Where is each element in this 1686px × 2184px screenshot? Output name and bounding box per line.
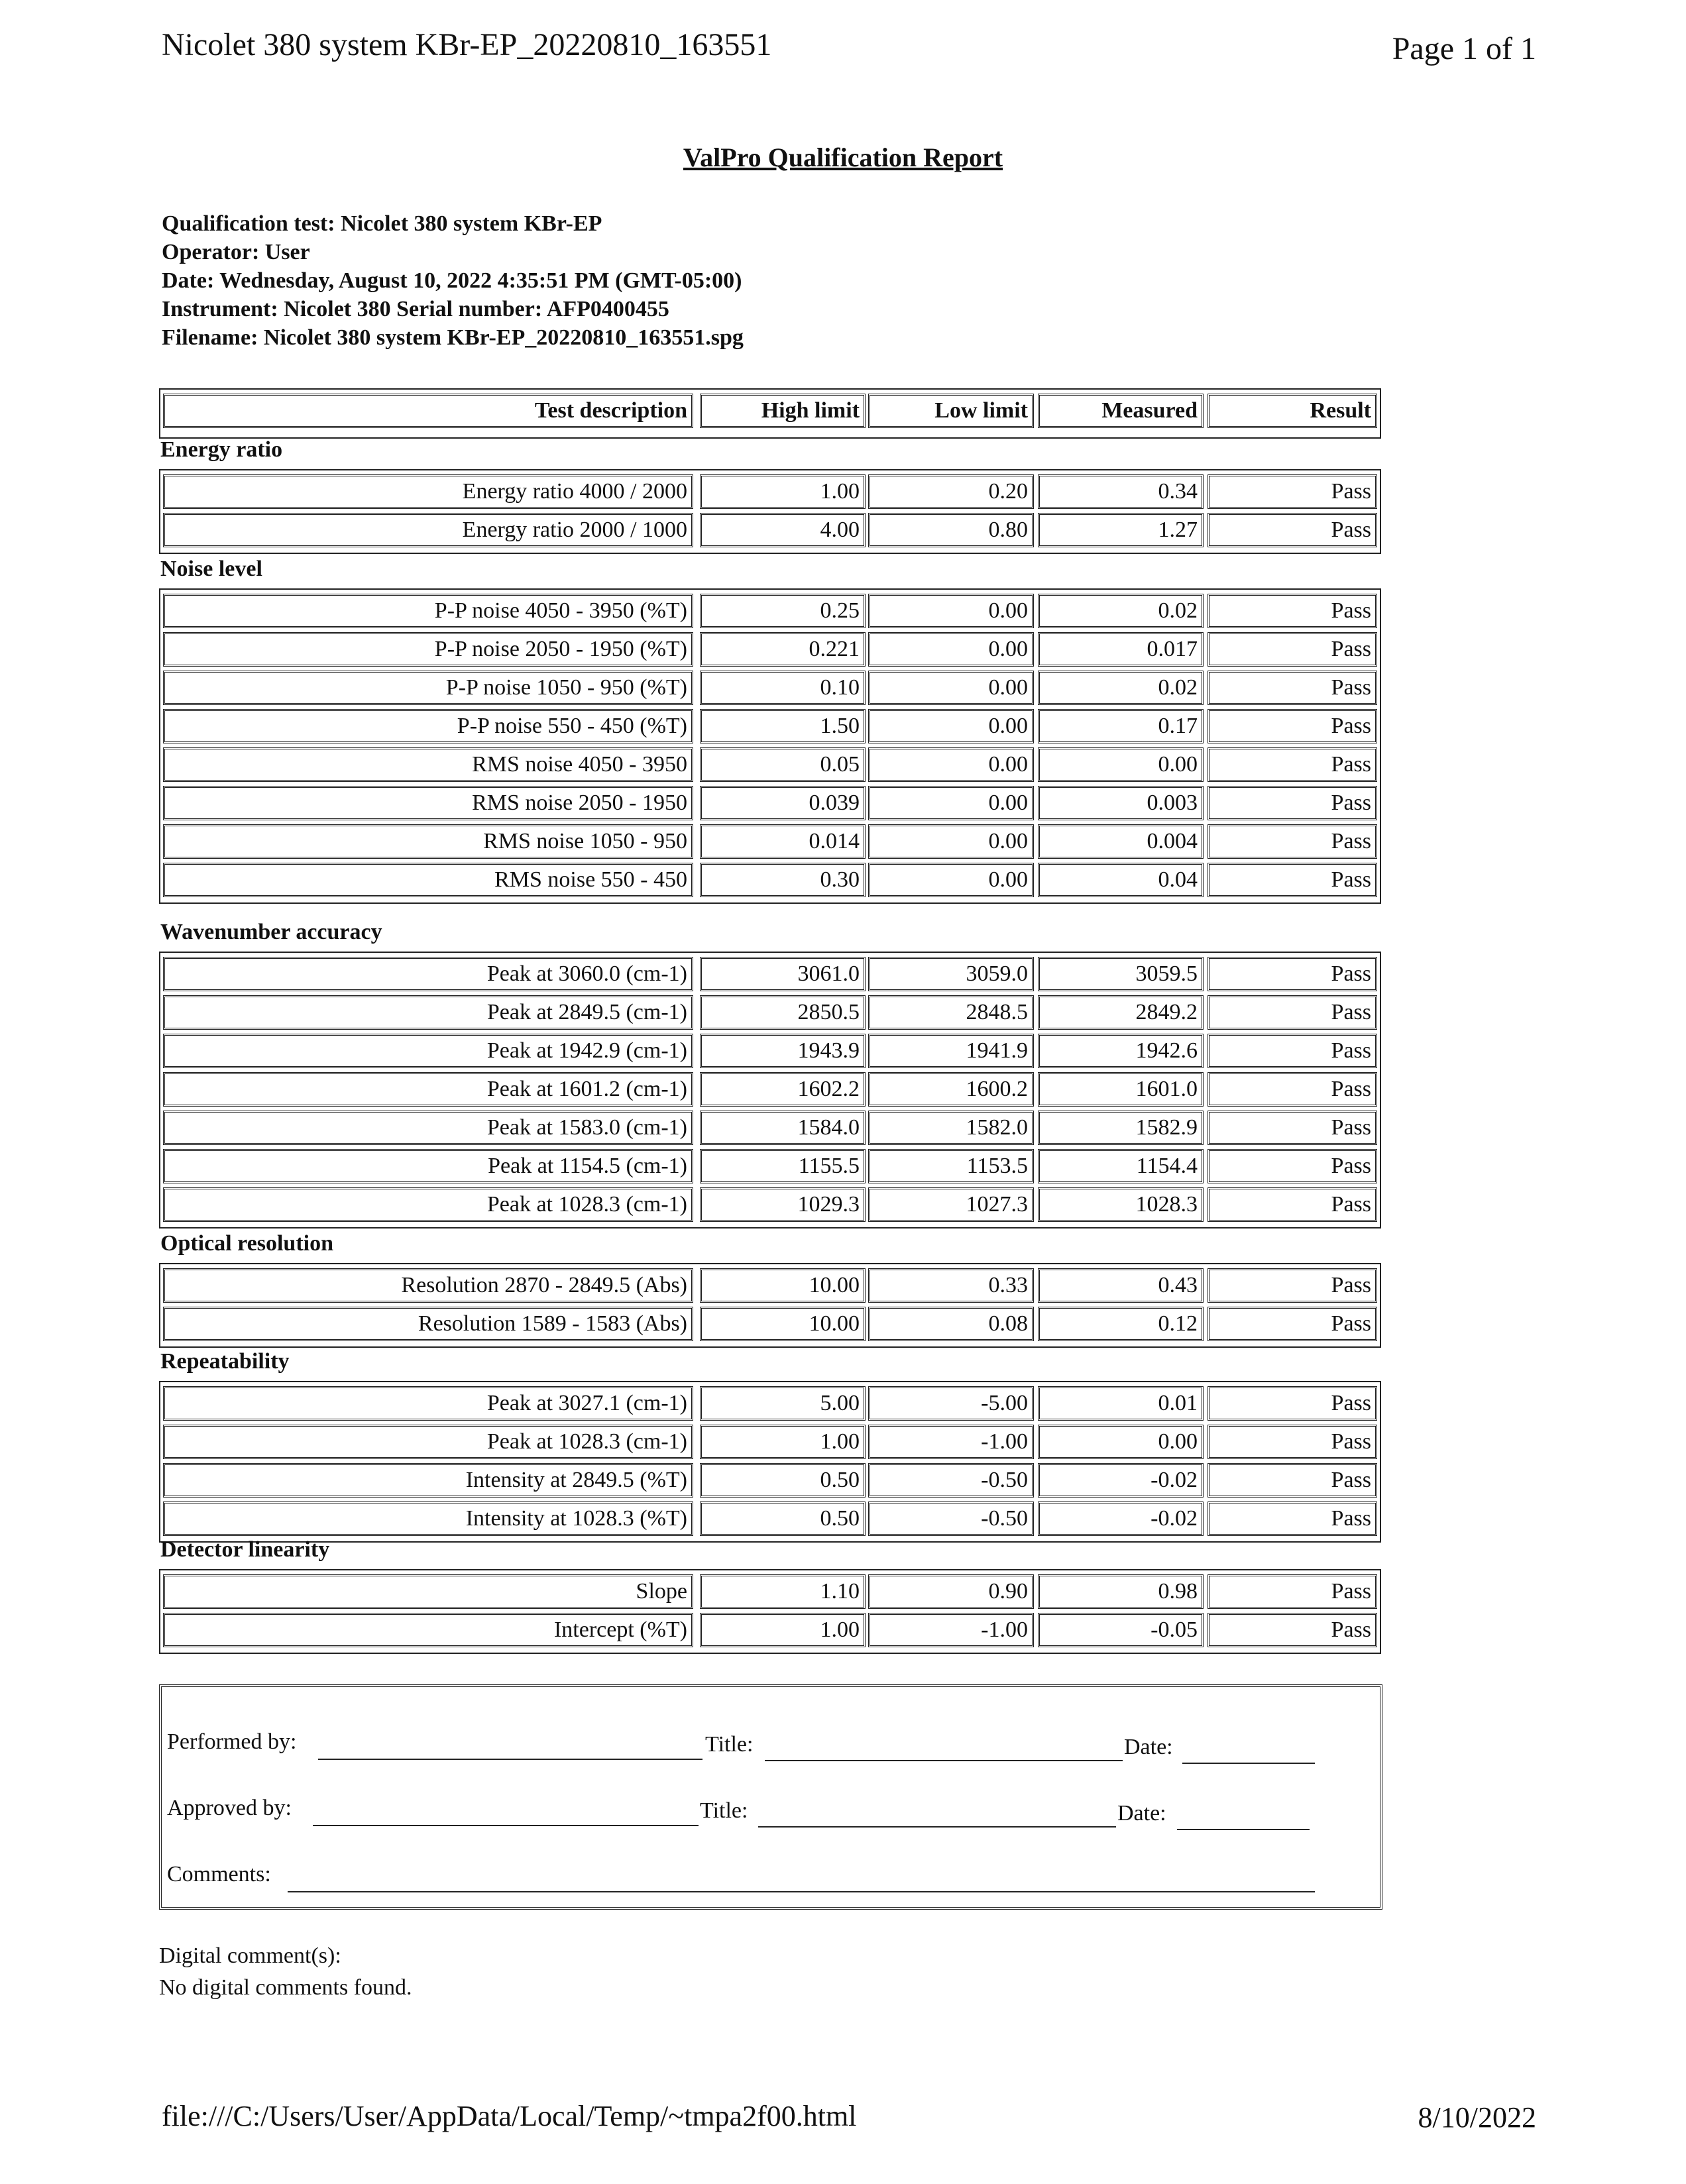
measured-cell: 0.12	[1038, 1307, 1204, 1341]
high-limit-cell: 4.00	[700, 513, 866, 547]
test-description-cell: Peak at 1601.2 (cm-1)	[163, 1072, 693, 1107]
section-title: Noise level	[160, 557, 262, 581]
approved-title-line[interactable]	[758, 1826, 1116, 1828]
result-cell: Pass	[1208, 513, 1377, 547]
high-limit-cell: 0.039	[700, 786, 866, 820]
result-cell: Pass	[1208, 1502, 1377, 1536]
header-low-limit: Low limit	[868, 394, 1034, 428]
footer-date: 8/10/2022	[1418, 2101, 1536, 2134]
test-description-cell: Intensity at 1028.3 (%T)	[163, 1502, 693, 1536]
approved-by-line[interactable]	[313, 1825, 699, 1826]
qualification-test: Qualification test: Nicolet 380 system KBr-EP	[162, 211, 602, 236]
test-description-cell: P-P noise 2050 - 1950 (%T)	[163, 632, 693, 667]
result-cell: Pass	[1208, 1268, 1377, 1303]
measured-cell: 0.017	[1038, 632, 1204, 667]
low-limit-cell: 0.20	[868, 474, 1034, 509]
measured-cell: 0.17	[1038, 709, 1204, 743]
measured-cell: -0.05	[1038, 1613, 1204, 1647]
low-limit-cell: 1600.2	[868, 1072, 1034, 1107]
test-description-cell: Resolution 1589 - 1583 (Abs)	[163, 1307, 693, 1341]
result-cell: Pass	[1208, 1111, 1377, 1145]
test-description-cell: RMS noise 4050 - 3950	[163, 747, 693, 782]
result-cell: Pass	[1208, 1386, 1377, 1421]
high-limit-cell: 1.50	[700, 709, 866, 743]
low-limit-cell: -0.50	[868, 1502, 1034, 1536]
low-limit-cell: 2848.5	[868, 995, 1034, 1030]
document-title: Nicolet 380 system KBr-EP_20220810_163551	[162, 27, 772, 62]
high-limit-cell: 1.10	[700, 1574, 866, 1609]
measured-cell: 0.003	[1038, 786, 1204, 820]
low-limit-cell: 1941.9	[868, 1034, 1034, 1068]
high-limit-cell: 5.00	[700, 1386, 866, 1421]
approved-title-label: Title:	[700, 1798, 748, 1823]
section-title: Wavenumber accuracy	[160, 920, 382, 944]
high-limit-cell: 10.00	[700, 1307, 866, 1341]
high-limit-cell: 0.05	[700, 747, 866, 782]
digital-comments-label: Digital comment(s):	[159, 1943, 341, 1968]
low-limit-cell: 1027.3	[868, 1187, 1034, 1222]
test-description-cell: Peak at 1942.9 (cm-1)	[163, 1034, 693, 1068]
comments-label: Comments:	[167, 1862, 271, 1886]
test-description-cell: Peak at 1028.3 (cm-1)	[163, 1187, 693, 1222]
result-cell: Pass	[1208, 1149, 1377, 1183]
low-limit-cell: 0.90	[868, 1574, 1034, 1609]
result-cell: Pass	[1208, 1425, 1377, 1459]
measured-cell: 0.98	[1038, 1574, 1204, 1609]
performed-date-line[interactable]	[1182, 1763, 1315, 1764]
section-title: Detector linearity	[160, 1537, 330, 1562]
test-description-cell: Peak at 1154.5 (cm-1)	[163, 1149, 693, 1183]
low-limit-cell: 0.08	[868, 1307, 1034, 1341]
low-limit-cell: 0.00	[868, 671, 1034, 705]
result-cell: Pass	[1208, 1034, 1377, 1068]
header-result: Result	[1208, 394, 1377, 428]
result-cell: Pass	[1208, 594, 1377, 628]
digital-comments	[159, 1940, 412, 2004]
test-description-cell: Intercept (%T)	[163, 1613, 693, 1647]
measured-cell: 0.02	[1038, 594, 1204, 628]
high-limit-cell: 1.00	[700, 1425, 866, 1459]
low-limit-cell: 1582.0	[868, 1111, 1034, 1145]
performed-date-label: Date:	[1124, 1735, 1173, 1759]
result-cell: Pass	[1208, 474, 1377, 509]
low-limit-cell: 0.80	[868, 513, 1034, 547]
test-description-cell: Energy ratio 2000 / 1000	[163, 513, 693, 547]
result-cell: Pass	[1208, 957, 1377, 991]
high-limit-cell: 0.014	[700, 824, 866, 859]
result-cell: Pass	[1208, 632, 1377, 667]
high-limit-cell: 1.00	[700, 474, 866, 509]
test-description-cell: Resolution 2870 - 2849.5 (Abs)	[163, 1268, 693, 1303]
test-description-cell: Peak at 2849.5 (cm-1)	[163, 995, 693, 1030]
measured-cell: 0.004	[1038, 824, 1204, 859]
performed-title-line[interactable]	[765, 1760, 1123, 1761]
measured-cell: 0.02	[1038, 671, 1204, 705]
high-limit-cell: 1584.0	[700, 1111, 866, 1145]
measured-cell: 0.00	[1038, 747, 1204, 782]
high-limit-cell: 3061.0	[700, 957, 866, 991]
section-title: Repeatability	[160, 1349, 290, 1374]
high-limit-cell: 1943.9	[700, 1034, 866, 1068]
low-limit-cell: -5.00	[868, 1386, 1034, 1421]
low-limit-cell: 0.00	[868, 594, 1034, 628]
test-description-cell: P-P noise 4050 - 3950 (%T)	[163, 594, 693, 628]
measured-cell: -0.02	[1038, 1463, 1204, 1498]
measured-cell: -0.02	[1038, 1502, 1204, 1536]
low-limit-cell: 0.00	[868, 786, 1034, 820]
result-cell: Pass	[1208, 824, 1377, 859]
footer-file-path: file:///C:/Users/User/AppData/Local/Temp/~tmpa2f00.html	[162, 2100, 857, 2132]
result-cell: Pass	[1208, 1187, 1377, 1222]
measured-cell: 0.34	[1038, 474, 1204, 509]
test-description-cell: Peak at 1583.0 (cm-1)	[163, 1111, 693, 1145]
result-cell: Pass	[1208, 863, 1377, 897]
high-limit-cell: 0.30	[700, 863, 866, 897]
high-limit-cell: 1.00	[700, 1613, 866, 1647]
section-title: Optical resolution	[160, 1231, 333, 1256]
high-limit-cell: 1155.5	[700, 1149, 866, 1183]
measured-cell: 0.00	[1038, 1425, 1204, 1459]
filename: Filename: Nicolet 380 system KBr-EP_20220810_163551.spg	[162, 325, 744, 350]
approved-by-label: Approved by:	[167, 1796, 292, 1820]
result-cell: Pass	[1208, 1307, 1377, 1341]
test-description-cell: RMS noise 550 - 450	[163, 863, 693, 897]
low-limit-cell: 1153.5	[868, 1149, 1034, 1183]
high-limit-cell: 0.50	[700, 1463, 866, 1498]
low-limit-cell: 0.00	[868, 824, 1034, 859]
measured-cell: 1.27	[1038, 513, 1204, 547]
low-limit-cell: 0.00	[868, 709, 1034, 743]
low-limit-cell: 0.00	[868, 863, 1034, 897]
high-limit-cell: 1602.2	[700, 1072, 866, 1107]
result-cell: Pass	[1208, 1613, 1377, 1647]
measured-cell: 1154.4	[1038, 1149, 1204, 1183]
high-limit-cell: 0.10	[700, 671, 866, 705]
test-description-cell: RMS noise 2050 - 1950	[163, 786, 693, 820]
result-cell: Pass	[1208, 1072, 1377, 1107]
low-limit-cell: -1.00	[868, 1613, 1034, 1647]
digital-comments-text: No digital comments found.	[159, 1975, 412, 2000]
test-description-cell: P-P noise 550 - 450 (%T)	[163, 709, 693, 743]
instrument: Instrument: Nicolet 380 Serial number: AFP0400455	[162, 297, 669, 321]
result-cell: Pass	[1208, 747, 1377, 782]
header-test-description: Test description	[163, 394, 693, 428]
result-cell: Pass	[1208, 786, 1377, 820]
high-limit-cell: 2850.5	[700, 995, 866, 1030]
low-limit-cell: 3059.0	[868, 957, 1034, 991]
comments-line[interactable]	[288, 1891, 1315, 1892]
page-number: Page 1 of 1	[1392, 31, 1536, 66]
measured-cell: 1942.6	[1038, 1034, 1204, 1068]
measured-cell: 1601.0	[1038, 1072, 1204, 1107]
result-cell: Pass	[1208, 709, 1377, 743]
measured-cell: 0.43	[1038, 1268, 1204, 1303]
high-limit-cell: 10.00	[700, 1268, 866, 1303]
approved-date-line[interactable]	[1177, 1829, 1310, 1830]
measured-cell: 1582.9	[1038, 1111, 1204, 1145]
test-description-cell: Intensity at 2849.5 (%T)	[163, 1463, 693, 1498]
report-date: Date: Wednesday, August 10, 2022 4:35:51 PM (GMT-05:00)	[162, 268, 742, 293]
low-limit-cell: 0.00	[868, 747, 1034, 782]
test-description-cell: RMS noise 1050 - 950	[163, 824, 693, 859]
test-description-cell: Peak at 1028.3 (cm-1)	[163, 1425, 693, 1459]
result-cell: Pass	[1208, 1574, 1377, 1609]
low-limit-cell: -1.00	[868, 1425, 1034, 1459]
high-limit-cell: 0.221	[700, 632, 866, 667]
measured-cell: 2849.2	[1038, 995, 1204, 1030]
test-description-cell: Peak at 3060.0 (cm-1)	[163, 957, 693, 991]
high-limit-cell: 0.50	[700, 1502, 866, 1536]
test-description-cell: P-P noise 1050 - 950 (%T)	[163, 671, 693, 705]
performed-by-label: Performed by:	[167, 1729, 297, 1754]
performed-by-line[interactable]	[318, 1759, 702, 1760]
report-title: ValPro Qualification Report	[683, 142, 1003, 172]
high-limit-cell: 1029.3	[700, 1187, 866, 1222]
header-measured: Measured	[1038, 394, 1204, 428]
low-limit-cell: -0.50	[868, 1463, 1034, 1498]
section-title: Energy ratio	[160, 437, 283, 462]
result-cell: Pass	[1208, 1463, 1377, 1498]
signature-box	[159, 1684, 1382, 1910]
approved-date-label: Date:	[1117, 1801, 1166, 1826]
measured-cell: 0.01	[1038, 1386, 1204, 1421]
test-description-cell: Peak at 3027.1 (cm-1)	[163, 1386, 693, 1421]
report-metadata	[162, 209, 744, 352]
low-limit-cell: 0.00	[868, 632, 1034, 667]
low-limit-cell: 0.33	[868, 1268, 1034, 1303]
result-cell: Pass	[1208, 995, 1377, 1030]
test-description-cell: Energy ratio 4000 / 2000	[163, 474, 693, 509]
performed-title-label: Title:	[705, 1732, 754, 1757]
measured-cell: 0.04	[1038, 863, 1204, 897]
operator: Operator: User	[162, 240, 310, 264]
result-cell: Pass	[1208, 671, 1377, 705]
header-high-limit: High limit	[700, 394, 866, 428]
measured-cell: 1028.3	[1038, 1187, 1204, 1222]
high-limit-cell: 0.25	[700, 594, 866, 628]
measured-cell: 3059.5	[1038, 957, 1204, 991]
test-description-cell: Slope	[163, 1574, 693, 1609]
